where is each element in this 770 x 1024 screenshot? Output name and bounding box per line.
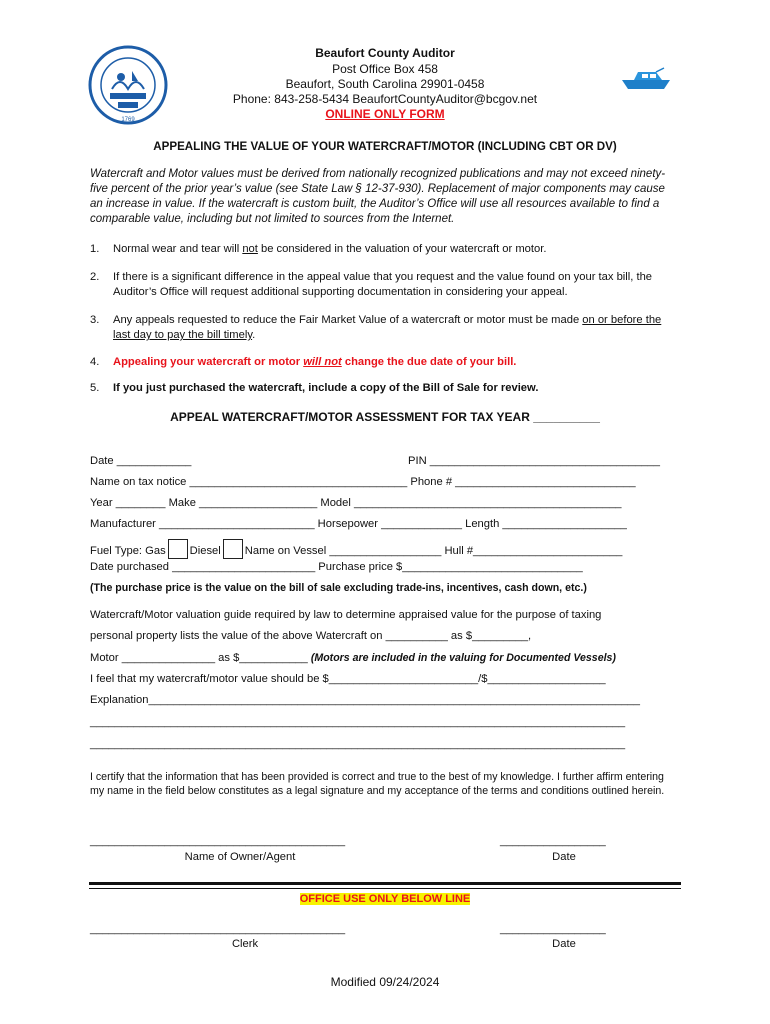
explanation-line-3[interactable]: ______________________________________________________________________________________ bbox=[90, 738, 626, 750]
list-item-4: 4. Appealing your watercraft or motor will not change the due date of your bill. bbox=[90, 356, 517, 368]
section-subtitle: APPEAL WATERCRAFT/MOTOR ASSESSMENT FOR TAX YEAR __________ bbox=[170, 410, 600, 424]
online-only-label: ONLINE ONLY FORM bbox=[325, 107, 445, 121]
name-phone-field[interactable]: Name on tax notice ___________________________________ Phone # _____________________________ bbox=[90, 476, 636, 488]
vessel-hull-field[interactable]: Name on Vessel __________________ Hull #________________________ bbox=[244, 545, 623, 557]
diesel-checkbox[interactable] bbox=[223, 539, 243, 559]
city-state-zip: Beaufort, South Carolina 29901-0458 bbox=[285, 77, 485, 91]
divider-thin bbox=[89, 888, 681, 889]
explanation-field[interactable]: Explanation_______________________________________________________________________________ bbox=[90, 694, 641, 706]
contact-line: Phone: 843-258-5434 BeaufortCountyAuditor@bcgov.net bbox=[232, 92, 538, 106]
office-name: Beaufort County Auditor bbox=[315, 46, 455, 60]
motor-note: (Motors are included in the valuing for Documented Vessels) bbox=[310, 652, 616, 664]
motor-field[interactable]: Motor _______________ as $___________ bbox=[90, 652, 308, 664]
clerk-signature-line[interactable]: _________________________________________ bbox=[90, 923, 346, 935]
modified-date: Modified 09/24/2024 bbox=[330, 975, 440, 989]
certification-text: I certify that the information that has been provided is correct and true to the best of my knowledge. I further affirm entering my name in the field below constitutes as a legal signature and my acceptance of the terms and conditions outlined herein. bbox=[90, 771, 665, 797]
date-field[interactable]: Date ____________ bbox=[90, 455, 192, 467]
guide-text-1: Watercraft/Motor valuation guide required by law to determine appraised value for the purpose of taxing bbox=[90, 609, 602, 621]
feel-value-field[interactable]: I feel that my watercraft/motor value should be $________________________/$___________________ bbox=[90, 673, 606, 685]
office-use-row bbox=[0, 893, 770, 905]
explanation-line-2[interactable]: ______________________________________________________________________________________ bbox=[90, 716, 626, 728]
diesel-label: Diesel bbox=[189, 545, 221, 557]
page-title: APPEALING THE VALUE OF YOUR WATERCRAFT/MOTOR (INCLUDING CBT OR DV) bbox=[153, 140, 617, 153]
clerk-date-label: Date bbox=[552, 938, 576, 950]
fuel-vessel-row bbox=[90, 539, 682, 559]
list-item-3: 3. Any appeals requested to reduce the Fair Market Value of a watercraft or motor must be made on or before the last day to pay the bill timely. bbox=[90, 314, 662, 341]
manufacturer-field[interactable]: Manufacturer _________________________ Horsepower _____________ Length ____________________ bbox=[90, 518, 627, 530]
list-item-2: 2. If there is a significant difference in the appeal value that you request and the value found on your tax bill, the Auditor’s Office will request additional supporting documentation in considering your appeal. bbox=[90, 271, 653, 298]
fuel-type-label: Fuel Type: Gas bbox=[90, 545, 166, 557]
po-box: Post Office Box 458 bbox=[332, 62, 438, 76]
gas-checkbox[interactable] bbox=[168, 539, 188, 559]
office-use-label: OFFICE USE ONLY BELOW LINE bbox=[299, 893, 471, 905]
intro-paragraph: Watercraft and Motor values must be derived from nationally recognized publications and may not exceed ninety-five percent of the prior year’s value (see State Law § 12-37-930). Replacement of major components may cause an increase in value. If the watercraft is custom built, the Auditor’s Office will use all resources available to find a comparable value, including but not limited to sources from the Internet. bbox=[90, 168, 666, 225]
owner-date-line[interactable]: _________________ bbox=[500, 835, 606, 847]
clerk-label: Clerk bbox=[231, 938, 259, 950]
svg-text:1769: 1769 bbox=[121, 117, 135, 123]
purchase-field[interactable]: Date purchased _______________________ Purchase price $_____________________________ bbox=[90, 561, 583, 573]
owner-label: Name of Owner/Agent bbox=[184, 851, 296, 863]
clerk-date-line[interactable]: _________________ bbox=[500, 923, 606, 935]
owner-date-label: Date bbox=[552, 851, 576, 863]
list-item-1: 1. Normal wear and tear will not be considered in the valuation of your watercraft or motor. bbox=[90, 243, 547, 255]
list-item-5: 5. If you just purchased the watercraft, include a copy of the Bill of Sale for review. bbox=[90, 382, 539, 394]
purchase-note: (The purchase price is the value on the bill of sale excluding trade-ins, incentives, cash down, etc.) bbox=[90, 582, 587, 594]
pin-field[interactable]: PIN _____________________________________ bbox=[408, 455, 660, 467]
motor-row bbox=[90, 651, 682, 666]
guide-text-2[interactable]: personal property lists the value of the above Watercraft on __________ as $_________, bbox=[90, 630, 532, 642]
owner-signature-line[interactable]: _________________________________________ bbox=[90, 835, 346, 847]
year-make-model-field[interactable]: Year ________ Make ___________________ Model ___________________________________________ bbox=[90, 497, 622, 509]
divider-thick bbox=[89, 882, 681, 885]
